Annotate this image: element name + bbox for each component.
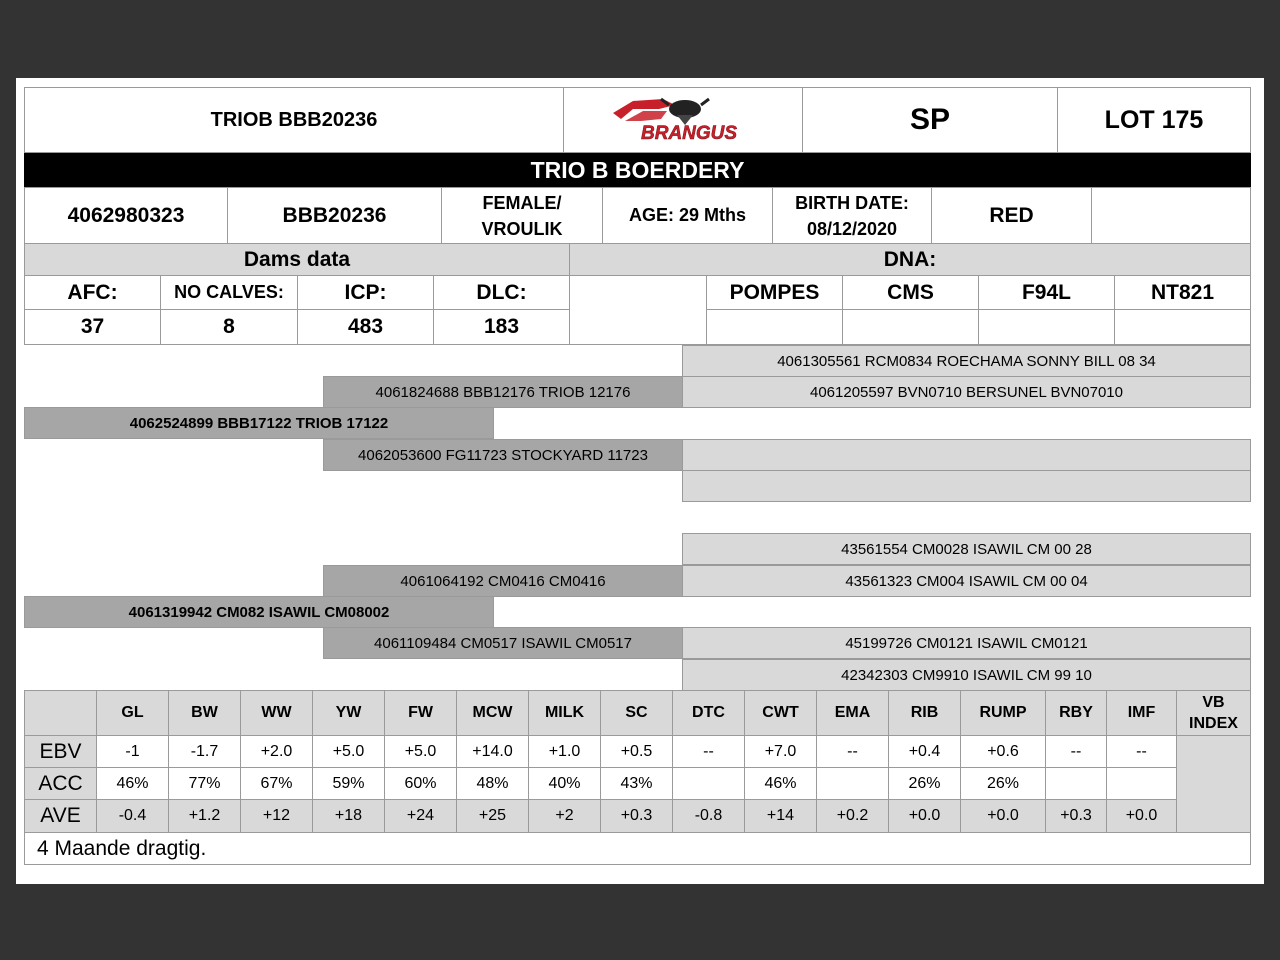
ebv-cell: -- xyxy=(1045,735,1107,768)
ebv-cell: -- xyxy=(672,735,745,768)
acc-cell xyxy=(816,767,889,800)
status-badge: SP xyxy=(802,87,1058,153)
remarks-note: 4 Maande dragtig. xyxy=(24,832,1251,865)
ebv-cell: +7.0 xyxy=(744,735,817,768)
acc-cell: 26% xyxy=(960,767,1046,800)
ave-cell: +0.2 xyxy=(816,799,889,833)
trait-header-yw: YW xyxy=(312,690,385,736)
pedigree-great-granddam-1: 4061205597 BVN0710 BERSUNEL BVN07010 xyxy=(682,376,1251,408)
pedigree-dam: 4061319942 CM082 ISAWIL CM08002 xyxy=(24,596,494,628)
ave-cell: +2 xyxy=(528,799,601,833)
dna-blank-cell xyxy=(569,275,707,345)
acc-cell: 26% xyxy=(888,767,961,800)
dna-header-nt821: NT821 xyxy=(1114,275,1251,310)
ave-cell: +1.2 xyxy=(168,799,241,833)
trait-header-gl: GL xyxy=(96,690,169,736)
trait-header-rby: RBY xyxy=(1045,690,1107,736)
dna-header-f94l: F94L xyxy=(978,275,1115,310)
dams-value-afc: 37 xyxy=(24,309,161,345)
ave-cell: +18 xyxy=(312,799,385,833)
trait-header-cwt: CWT xyxy=(744,690,817,736)
pedigree-great-grandsire-3: 43561554 CM0028 ISAWIL CM 00 28 xyxy=(682,533,1251,565)
dna-value-f94l xyxy=(978,309,1115,345)
pedigree-grandsire-2: 4061064192 CM0416 CM0416 xyxy=(323,565,683,597)
lot-number: LOT 175 xyxy=(1057,87,1251,153)
dna-value-cms xyxy=(842,309,979,345)
acc-cell xyxy=(672,767,745,800)
ave-cell: +0.0 xyxy=(888,799,961,833)
extra-field xyxy=(1091,187,1251,244)
pedigree-granddam-1: 4062053600 FG11723 STOCKYARD 11723 xyxy=(323,439,683,471)
acc-cell: 48% xyxy=(456,767,529,800)
color-field: RED xyxy=(931,187,1092,244)
dams-header-dlc: DLC: xyxy=(433,275,570,310)
acc-cell xyxy=(1106,767,1177,800)
registration-number: 4062980323 xyxy=(24,187,228,244)
acc-cell: 46% xyxy=(96,767,169,800)
ebv-cell: -1 xyxy=(96,735,169,768)
ave-cell: +0.0 xyxy=(1106,799,1177,833)
dams-header-icp: ICP: xyxy=(297,275,434,310)
lot-card xyxy=(16,78,1264,884)
row-label-ave: AVE xyxy=(24,799,97,833)
trait-header-dtc: DTC xyxy=(672,690,745,736)
pedigree-great-granddam-4: 42342303 CM9910 ISAWIL CM 99 10 xyxy=(682,659,1251,691)
pedigree-sire: 4062524899 BBB17122 TRIOB 17122 xyxy=(24,407,494,439)
trait-header-milk: MILK xyxy=(528,690,601,736)
trait-header-rump: RUMP xyxy=(960,690,1046,736)
ave-cell: +0.0 xyxy=(960,799,1046,833)
trait-header-ww: WW xyxy=(240,690,313,736)
dna-header-pompes: POMPES xyxy=(706,275,843,310)
dna-title: DNA: xyxy=(569,243,1251,276)
trait-header-ema: EMA xyxy=(816,690,889,736)
row-label-acc: ACC xyxy=(24,767,97,800)
svg-text:BRANGUS: BRANGUS xyxy=(641,123,738,144)
pedigree-great-granddam-3: 43561323 CM004 ISAWIL CM 00 04 xyxy=(682,565,1251,597)
trait-header-mcw: MCW xyxy=(456,690,529,736)
ave-cell: +24 xyxy=(384,799,457,833)
pedigree-great-grandsire-1: 4061305561 RCM0834 ROECHAMA SONNY BILL 08 34 xyxy=(682,345,1251,377)
pedigree-great-grandsire-2 xyxy=(682,439,1251,471)
pedigree-granddam-2: 4061109484 CM0517 ISAWIL CM0517 xyxy=(323,627,683,659)
ebv-cell: +1.0 xyxy=(528,735,601,768)
age-field: AGE: 29 Mths xyxy=(602,187,773,244)
acc-cell: 43% xyxy=(600,767,673,800)
vb-index-value xyxy=(1176,735,1251,833)
trait-header-vb-index: VB INDEX xyxy=(1176,690,1251,736)
animal-code: BBB20236 xyxy=(227,187,442,244)
brangus-logo xyxy=(563,87,803,153)
ebv-cell: -- xyxy=(816,735,889,768)
dams-header-no-calves: NO CALVES: xyxy=(160,275,298,310)
acc-cell: 40% xyxy=(528,767,601,800)
pedigree-great-grandsire-4: 45199726 CM0121 ISAWIL CM0121 xyxy=(682,627,1251,659)
ave-cell: +0.3 xyxy=(1045,799,1107,833)
birth-date-field: BIRTH DATE: 08/12/2020 xyxy=(772,187,932,244)
ebv-cell: +5.0 xyxy=(312,735,385,768)
acc-cell xyxy=(1045,767,1107,800)
ebv-corner-cell xyxy=(24,690,97,736)
acc-cell: 60% xyxy=(384,767,457,800)
ebv-cell: -- xyxy=(1106,735,1177,768)
ebv-cell: +0.5 xyxy=(600,735,673,768)
ebv-cell: +0.4 xyxy=(888,735,961,768)
pedigree-great-granddam-2 xyxy=(682,470,1251,502)
pedigree-grandsire-1: 4061824688 BBB12176 TRIOB 12176 xyxy=(323,376,683,408)
dna-value-nt821 xyxy=(1114,309,1251,345)
ave-cell: +12 xyxy=(240,799,313,833)
dna-header-cms: CMS xyxy=(842,275,979,310)
dams-header-afc: AFC: xyxy=(24,275,161,310)
ebv-cell: +14.0 xyxy=(456,735,529,768)
ave-cell: -0.4 xyxy=(96,799,169,833)
dna-value-pompes xyxy=(706,309,843,345)
dams-value-dlc: 183 xyxy=(433,309,570,345)
trait-header-rib: RIB xyxy=(888,690,961,736)
dams-value-no-calves: 8 xyxy=(160,309,298,345)
ave-cell: +25 xyxy=(456,799,529,833)
ave-cell: -0.8 xyxy=(672,799,745,833)
bull-logo-icon xyxy=(603,95,763,145)
ebv-cell: -1.7 xyxy=(168,735,241,768)
trait-header-fw: FW xyxy=(384,690,457,736)
acc-cell: 77% xyxy=(168,767,241,800)
dams-value-icp: 483 xyxy=(297,309,434,345)
ebv-cell: +2.0 xyxy=(240,735,313,768)
trait-header-bw: BW xyxy=(168,690,241,736)
breeder-banner: TRIO B BOERDERY xyxy=(24,153,1251,187)
sex-field: FEMALE/ VROULIK xyxy=(441,187,603,244)
ebv-cell: +5.0 xyxy=(384,735,457,768)
ave-cell: +0.3 xyxy=(600,799,673,833)
acc-cell: 46% xyxy=(744,767,817,800)
ave-cell: +14 xyxy=(744,799,817,833)
animal-id: TRIOB BBB20236 xyxy=(24,87,564,153)
ebv-cell: +0.6 xyxy=(960,735,1046,768)
acc-cell: 59% xyxy=(312,767,385,800)
row-label-ebv: EBV xyxy=(24,735,97,768)
trait-header-imf: IMF xyxy=(1106,690,1177,736)
trait-header-sc: SC xyxy=(600,690,673,736)
acc-cell: 67% xyxy=(240,767,313,800)
dams-data-title: Dams data xyxy=(24,243,570,276)
